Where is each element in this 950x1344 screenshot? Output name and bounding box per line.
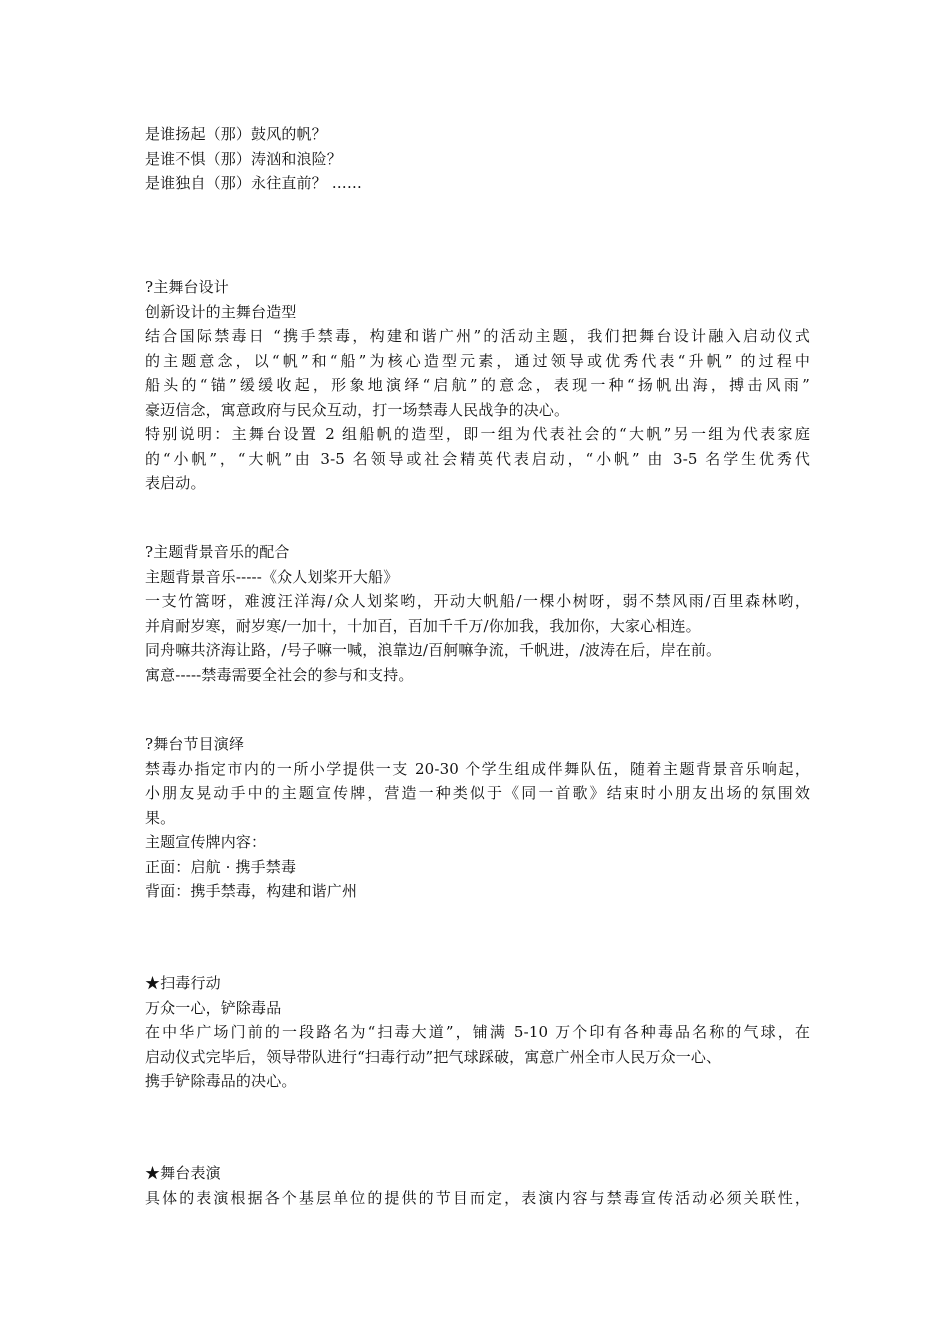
section-heading: ?舞台节目演绎 bbox=[145, 735, 245, 753]
sign-front: 正面：启航 · 携手禁毒 bbox=[145, 857, 297, 876]
paragraph-line: 表启动。 bbox=[145, 474, 206, 492]
sweep-section bbox=[145, 971, 810, 1094]
poem-block bbox=[145, 122, 810, 196]
paragraph-line: 结合国际禁毒日 “携手禁毒，构建和谐广州”的活动主题，我们把舞台设计融入启动仪式 bbox=[145, 327, 810, 345]
document-page bbox=[145, 0, 810, 1344]
paragraph-line: 特别说明：主舞台设置 2 组船帆的造型，即一组为代表社会的“大帆”另一组为代表家庭 bbox=[145, 425, 810, 443]
paragraph-line: 启动仪式完毕后，领导带队进行“扫毒行动”把气球踩破，寓意广州全市人民万众一心、 bbox=[145, 1047, 722, 1066]
paragraph-line: 具体的表演根据各个基层单位的提供的节目而定，表演内容与禁毒宣传活动必须关联性， bbox=[145, 1188, 810, 1207]
section-subheading: 万众一心，铲除毒品 bbox=[145, 998, 282, 1017]
paragraph-line: 的主题意念，以“帆”和“船”为核心造型元素，通过领导或优秀代表“升帆” 的过程中 bbox=[145, 351, 810, 370]
poem-line: 是谁独自（那）永往直前？ …… bbox=[145, 174, 363, 192]
paragraph-line: 豪迈信念，寓意政府与民众互动，打一场禁毒人民战争的决心。 bbox=[145, 400, 570, 419]
sign-title: 主题宣传牌内容： bbox=[145, 833, 267, 851]
lyrics-line: 一支竹篙呀，难渡汪洋海/众人划桨哟，开动大帆船/一棵小树呀，弱不禁风雨/百里森林哟， bbox=[145, 592, 810, 610]
paragraph-line: 小朋友晃动手中的主题宣传牌，营造一种类似于《同一首歌》结束时小朋友出场的氛围效 bbox=[145, 784, 810, 802]
music-section bbox=[145, 540, 810, 687]
paragraph-line: 果。 bbox=[145, 808, 176, 827]
poem-line: 是谁扬起（那）鼓风的帆？ bbox=[145, 125, 327, 143]
section-heading: ★扫毒行动 bbox=[145, 974, 221, 992]
paragraph-line: 船头的“锚”缓缓收起，形象地演绎“启航”的意念，表现一种“扬帆出海，搏击风雨” bbox=[145, 376, 810, 394]
paragraph-line: 禁毒办指定市内的一所小学提供一支 20-30 个学生组成伴舞队伍，随着主题背景音乐响起， bbox=[145, 759, 810, 778]
stage-design-section bbox=[145, 275, 810, 496]
meaning-line: 寓意-----禁毒需要全社会的参与和支持。 bbox=[145, 665, 414, 684]
performance-section bbox=[145, 1161, 810, 1210]
program-section bbox=[145, 732, 810, 904]
section-heading: ?主题背景音乐的配合 bbox=[145, 543, 290, 561]
section-subheading: 创新设计的主舞台造型 bbox=[145, 302, 297, 321]
paragraph-line: 在中华广场门前的一段路名为“扫毒大道”，铺满 5-10 万个印有各种毒品名称的气球，在 bbox=[145, 1023, 810, 1041]
lyrics-line: 并肩耐岁寒，耐岁寒/一加十，十加百，百加千千万/你加我，我加你，大家心相连。 bbox=[145, 616, 701, 635]
paragraph-line: 携手铲除毒品的决心。 bbox=[145, 1072, 297, 1090]
sign-back: 背面：携手禁毒，构建和谐广州 bbox=[145, 882, 358, 900]
paragraph-line: 的“小帆”，“大帆”由 3-5 名领导或社会精英代表启动，“小帆” 由 3-5 名学生优秀代 bbox=[145, 449, 810, 468]
section-subheading: 主题背景音乐-----《众人划桨开大船》 bbox=[145, 567, 399, 586]
poem-line: 是谁不惧（那）涛汹和浪险？ bbox=[145, 149, 342, 168]
lyrics-line: 同舟嘛共济海让路，/号子嘛一喊，浪靠边/百舸嘛争流，千帆进，/波涛在后，岸在前。 bbox=[145, 641, 722, 659]
section-heading: ★舞台表演 bbox=[145, 1164, 221, 1182]
section-heading: ?主舞台设计 bbox=[145, 278, 229, 296]
